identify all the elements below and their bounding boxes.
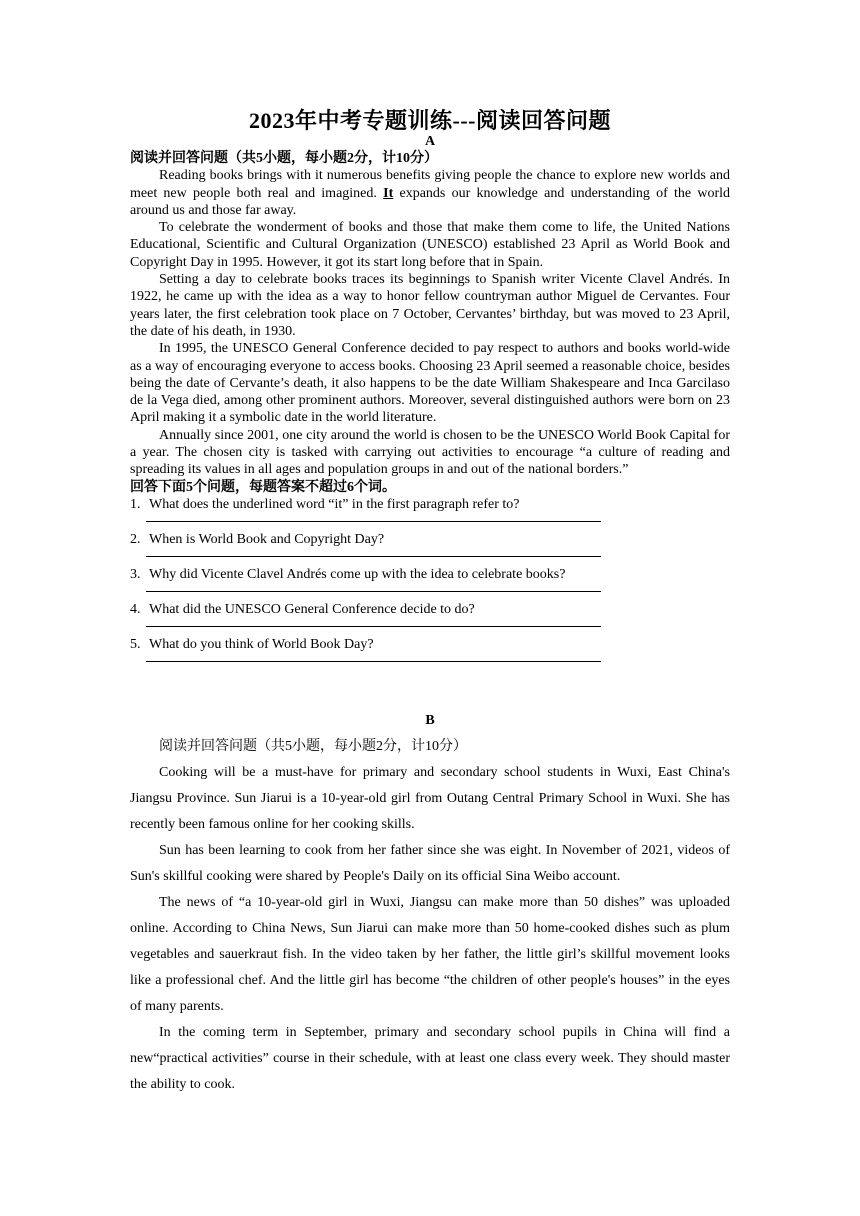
question-item — [130, 636, 730, 671]
question-prompt: Why did Vicente Clavel Andrés come up with the idea to celebrate books? — [149, 566, 566, 582]
question-number: 1. — [130, 496, 141, 512]
question-prompt: What does the underlined word “it” in the first paragraph refer to? — [149, 496, 520, 512]
question-text — [130, 496, 519, 513]
section-b-instruction: 阅读并回答问题（共5小题，每小题2分，计10分） — [159, 739, 467, 754]
question-instruction: 回答下面5个问题，每题答案不超过6个词。 — [130, 479, 396, 495]
question-item — [130, 601, 730, 636]
question-number: 2. — [130, 531, 141, 547]
answer-line[interactable] — [146, 626, 601, 627]
underlined-word: It — [383, 185, 394, 201]
section-b-paragraph-3: The news of “a 10-year-old girl in Wuxi, Jiangsu can make more than 50 dishes” was uploaded online. According to China News, Sun Jiarui can make more than 50 home-cooked dishes such as plum vegetables and sauerkraut fish. In the video taken by her father, the little girl’s skillful movement looks like a professional chef. And the little girl has become “the children of other people's houses” in the eyes of many parents. — [130, 895, 730, 1014]
question-number: 3. — [130, 566, 141, 582]
page-title: 2023年中考专题训练---阅读回答问题 — [249, 108, 611, 133]
section-b-paragraph-2: Sun has been learning to cook from her father since she was eight. In November of 2021, videos of Sun's skillful cooking were shared by People's Daily on its official Sina Weibo account. — [130, 843, 730, 884]
question-item — [130, 531, 730, 566]
question-number: 4. — [130, 601, 141, 617]
question-prompt: When is World Book and Copyright Day? — [149, 531, 385, 547]
section-b-paragraph-4: In the coming term in September, primary and secondary school pupils in China will find a new“practical activities” course in their schedule, with at least one class every week. They should master the ability to cook. — [130, 1025, 730, 1092]
paragraph-text: expands our knowledge and understanding of the world around us and those far away. — [130, 185, 730, 218]
section-b-paragraph-1: Cooking will be a must-have for primary and secondary school students in Wuxi, East China's Jiangsu Province. Sun Jiarui is a 10-year-old girl from Outang Central Primary School in Wuxi. She has recently been famous online for her cooking skills. — [130, 765, 730, 832]
question-list — [130, 496, 730, 671]
answer-line[interactable] — [146, 521, 601, 522]
section-a-body — [130, 150, 730, 671]
section-b-label: B — [425, 713, 435, 728]
question-item — [130, 496, 730, 531]
question-prompt: What do you think of World Book Day? — [149, 636, 374, 652]
section-a-paragraph-3: Setting a day to celebrate books traces its beginnings to Spanish writer Vicente Clavel Andrés. In 1922, he came up with the idea as a way to honor fellow countryman author Miguel de Cervantes. Four years later, the first celebration took place on 7 October, Cervantes’ birthday, but was moved to 23 April, the date of his death, in 1930. — [130, 272, 730, 339]
section-a-instruction: 阅读并回答问题（共5小题，每小题2分，计10分） — [130, 151, 438, 166]
section-a-paragraph-2: To celebrate the wonderment of books and those that make them come to life, the United Nations Educational, Scientific and Cultural Organization (UNESCO) established 23 April as World Book and Copyright Day in 1995. However, it got its start long before that in Spain. — [130, 220, 730, 270]
section-a-paragraph-4: In 1995, the UNESCO General Conference decided to pay respect to authors and books world-wide as a way of encouraging everyone to access books. Choosing 23 April seemed a reasonable choice, besides being the date of Cervante’s death, it also happens to be the date William Shakespeare and Inca Garcilaso de la Vega died, among other prominent authors. Moreover, several distinguished authors were born on 23 April making it a symbolic date in the world literature. — [130, 341, 730, 426]
section-a-label: A — [424, 134, 436, 149]
section-a-paragraph-1 — [130, 167, 730, 219]
question-item — [130, 566, 730, 601]
question-text — [130, 566, 565, 583]
answer-line[interactable] — [146, 661, 601, 662]
paragraph-text: Reading books brings with it numerous benefits giving people the chance to explore new worlds and meet new people both real and imagined. — [130, 168, 730, 201]
question-text — [130, 636, 374, 653]
question-prompt: What did the UNESCO General Conference decide to do? — [149, 601, 475, 617]
section-a-paragraph-5: Annually since 2001, one city around the world is chosen to be the UNESCO World Book Capital for a year. The chosen city is tasked with carrying out activities to encourage “a culture of reading and spreading its values in all ages and population groups in and out of the national borders.” — [130, 427, 730, 478]
answer-line[interactable] — [146, 556, 601, 557]
section-b-body — [130, 734, 730, 1098]
question-text — [130, 531, 384, 548]
question-number: 5. — [130, 636, 141, 652]
question-text — [130, 601, 475, 618]
answer-line[interactable] — [146, 591, 601, 592]
